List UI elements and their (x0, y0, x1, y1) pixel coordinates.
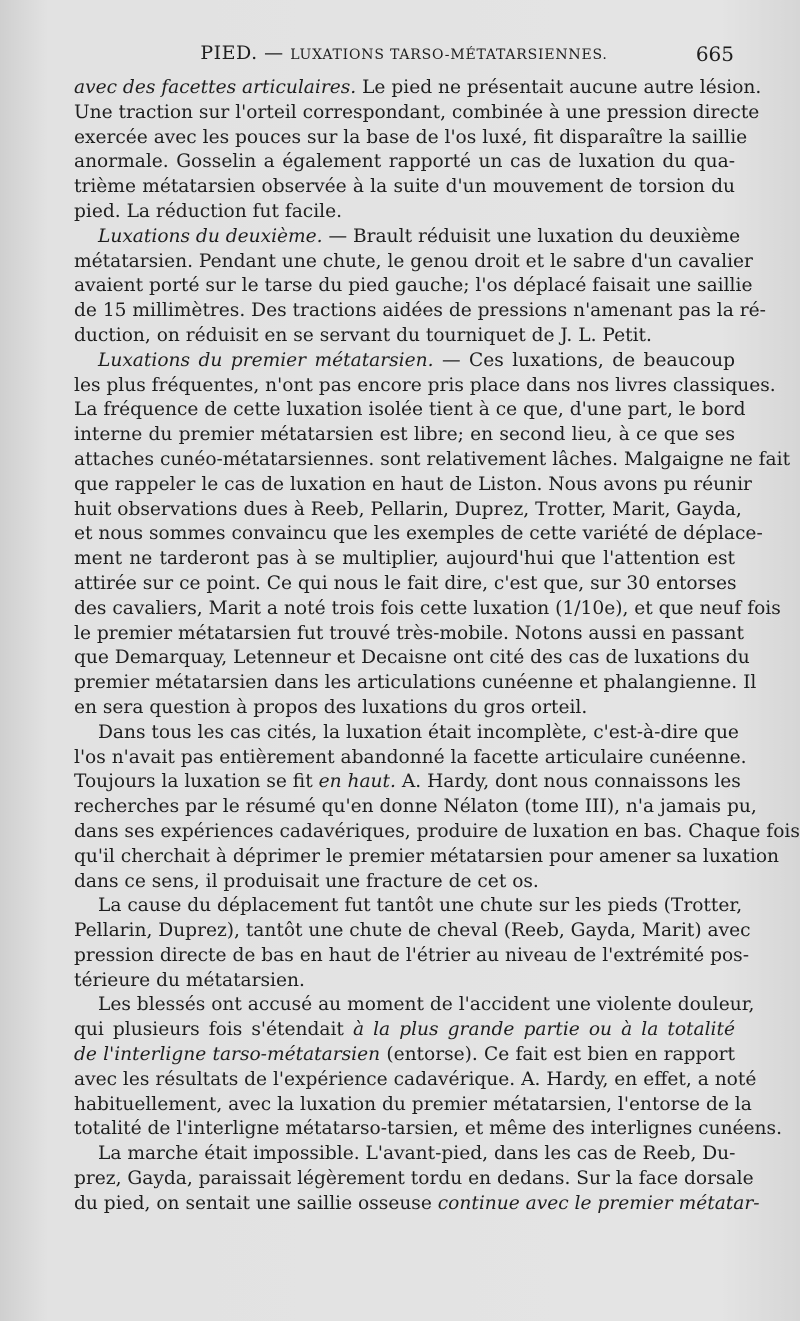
italic-phrase: en haut. (318, 771, 396, 793)
text-line: anormale. Gosselin a également rapporté un cas de luxation du qua- (74, 151, 735, 173)
text-line: Les blessés ont accusé au moment de l'accident une violente douleur, (98, 994, 755, 1016)
section-heading-italic: Luxations du premier métatarsien. (98, 349, 434, 371)
text-line: de 15 millimètres. Des tractions aidées de pressions n'amenant pas la ré- (74, 300, 766, 322)
text-line: avaient porté sur le tarse du pied gauche; l'os déplacé faisait une saillie (74, 275, 753, 297)
text-line: métatarsien. Pendant une chute, le genou droit et le sabre d'un cavalier (74, 250, 753, 272)
text-line (74, 1192, 760, 1217)
text-run: du pied, on sentait une saillie osseuse (74, 1192, 438, 1214)
text-line (74, 76, 762, 101)
italic-phrase: de l'interligne tarso-métatarsien (74, 1044, 381, 1066)
text-line: Dans tous les cas cités, la luxation était incomplète, c'est-à-dire que (98, 721, 739, 743)
text-line: attirée sur ce point. Ce qui nous le fait dire, c'est que, sur 30 entorses (74, 572, 737, 594)
text-line (74, 1043, 735, 1068)
text-line: Une traction sur l'orteil correspondant, combinée à une pression directe (74, 101, 760, 123)
text-line: recherches par le résumé qu'en donne Nélaton (tome III), n'a jamais pu, (74, 796, 757, 818)
text-line: totalité de l'interligne métatarso-tarsien, et même des interlignes cunéens. (74, 1118, 782, 1140)
text-run: (entorse). Ce fait est bien en rapport (380, 1044, 735, 1066)
text-line: Pellarin, Duprez), tantôt une chute de cheval (Reeb, Gayda, Marit) avec (74, 920, 751, 942)
running-header (74, 38, 734, 68)
text-line (74, 770, 741, 795)
section-heading-italic: Luxations du deuxième. (98, 225, 323, 247)
text-line: que Demarquay, Letenneur et Decaisne ont cité des cas de luxations du (74, 647, 750, 669)
running-title-right: LUXATIONS TARSO-MÉTATARSIENNES. (290, 47, 608, 63)
text-line: pied. La réduction fut facile. (74, 200, 343, 222)
text-line: les plus fréquentes, n'ont pas encore pris place dans nos livres classiques. (74, 374, 776, 396)
text-line: l'os n'avait pas entièrement abandonné la facette articulaire cunéenne. (74, 746, 747, 768)
text-line: dans ce sens, il produisait une fracture de cet os. (74, 870, 539, 892)
text-line: térieure du métatarsien. (74, 969, 305, 991)
text-line: habituellement, avec la luxation du premier métatarsien, l'entorse de la (74, 1093, 752, 1115)
italic-phrase: continue avec le premier métatar- (437, 1192, 760, 1214)
text-line: et nous sommes convaincu que les exemples de cette variété de déplace- (74, 523, 763, 545)
text-line: interne du premier métatarsien est libre; en second lieu, à ce que ses (74, 424, 735, 446)
text-line: La marche était impossible. L'avant-pied, dans les cas de Reeb, Du- (98, 1143, 736, 1165)
text-line: La fréquence de cette luxation isolée tient à ce que, d'une part, le bord (74, 399, 746, 421)
text-line (74, 349, 735, 374)
text-line: avec les résultats de l'expérience cadavérique. A. Hardy, en effet, a noté (74, 1068, 757, 1090)
text-line: premier métatarsien dans les articulations cunéenne et phalangienne. Il (74, 672, 757, 694)
text-run: — Ces luxations, de beaucoup (433, 349, 735, 371)
text-run: Toujours la luxation se fit (74, 771, 319, 793)
page-number: 665 (695, 42, 734, 66)
text-line: trième métatarsien observée à la suite d'un mouvement de torsion du (74, 176, 735, 198)
text-line (74, 225, 741, 250)
running-title (74, 42, 734, 64)
text-run: Le pied ne présentait aucune autre lésion. (356, 77, 762, 98)
text-line: ment ne tarderont pas à se multiplier, aujourd'hui que l'attention est (74, 548, 735, 570)
text-run: qui plusieurs fois s'étendait (74, 1019, 353, 1041)
text-line: attaches cunéo-métatarsiennes. sont relativement lâches. Malgaigne ne fait (74, 448, 791, 470)
text-line: le premier métatarsien fut trouvé très-mobile. Notons aussi en passant (74, 622, 744, 644)
text-line: pression directe de bas en haut de l'étrier au niveau de l'extrémité pos- (74, 944, 749, 966)
text-line: La cause du déplacement fut tantôt une chute sur les pieds (Trotter, (98, 895, 743, 917)
text-line: prez, Gayda, paraissait légèrement tordu en dedans. Sur la face dorsale (74, 1168, 754, 1190)
body-text (74, 76, 800, 1217)
text-line: dans ses expériences cadavériques, produire de luxation en bas. Chaque fois (74, 820, 800, 842)
text-run: — Brault réduisit une luxation du deuxième (322, 225, 741, 247)
text-line: huit observations dues à Reeb, Pellarin, Duprez, Trotter, Marit, Gayda, (74, 498, 742, 520)
italic-phrase: à la plus grande partie ou à la totalité (352, 1019, 735, 1041)
text-line: exercée avec les pouces sur la base de l'os luxé, fit disparaître la saillie (74, 126, 748, 148)
text-line (74, 1018, 735, 1043)
running-title-left: PIED. — (200, 42, 284, 64)
text-line: qu'il cherchait à déprimer le premier métatarsien pour amener sa luxation (74, 845, 779, 867)
italic-phrase: avec des facettes articulaires. (74, 77, 357, 98)
text-line: que rappeler le cas de luxation en haut de Liston. Nous avons pu réunir (74, 473, 752, 495)
text-line: duction, on réduisit en se servant du tourniquet de J. L. Petit. (74, 324, 652, 346)
text-run: A. Hardy, dont nous connaissons les (395, 771, 741, 793)
text-line: des cavaliers, Marit a noté trois fois cette luxation (1/10e), et que neuf fois (74, 597, 781, 619)
text-line: en sera question à propos des luxations du gros orteil. (74, 696, 588, 718)
